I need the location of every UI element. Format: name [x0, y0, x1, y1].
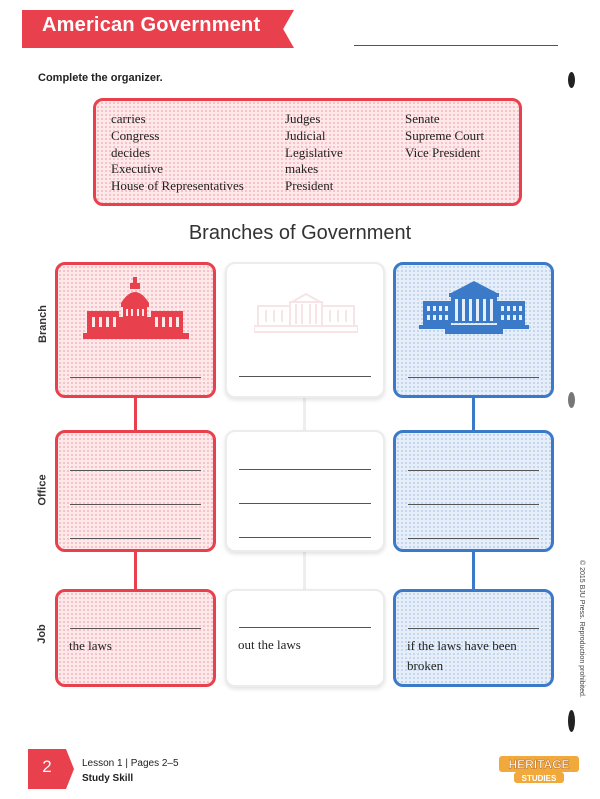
- office-answer-line[interactable]: [70, 504, 201, 505]
- office-answer-line[interactable]: [408, 470, 539, 471]
- connector-left-2: [134, 551, 137, 591]
- word-bank-item: Congress: [111, 127, 160, 143]
- page-number-tab: [66, 749, 74, 789]
- word-bank-item: Senate: [405, 111, 440, 126]
- job-text-legislative: the laws: [69, 638, 112, 653]
- name-write-line[interactable]: [354, 45, 558, 46]
- job-answer-line[interactable]: [70, 628, 201, 629]
- branch-answer-line[interactable]: [408, 377, 539, 378]
- job-answer-line[interactable]: [408, 628, 539, 629]
- heritage-studies-logo: [498, 754, 580, 784]
- word-bank-item: Legislative: [285, 144, 343, 160]
- lesson-reference: Lesson 1 | Pages 2–5: [82, 758, 179, 769]
- job-answer-line[interactable]: [239, 627, 371, 628]
- binder-hole-top: [568, 72, 575, 88]
- branch-card-legislative: [55, 262, 216, 398]
- page-title: American Government: [42, 14, 261, 36]
- connector-right-2: [472, 551, 475, 591]
- office-card-executive: [225, 430, 385, 552]
- job-text-executive: out the laws: [238, 637, 301, 652]
- office-answer-line[interactable]: [239, 503, 371, 504]
- connector-right-1: [472, 397, 475, 432]
- binder-hole-middle: [568, 392, 575, 408]
- branch-answer-line[interactable]: [70, 377, 201, 378]
- word-bank-item: Vice President: [405, 144, 481, 160]
- job-card-executive: [225, 589, 385, 687]
- row-label-job: Job: [35, 624, 48, 644]
- job-card-legislative: [55, 589, 216, 687]
- office-answer-line[interactable]: [239, 537, 371, 538]
- white-house-icon: [254, 288, 358, 334]
- word-bank-item: Supreme Court: [405, 127, 485, 143]
- page-number: 2: [42, 757, 52, 776]
- word-bank-item: carries: [111, 111, 146, 126]
- word-bank-item: Judicial: [285, 127, 326, 143]
- office-answer-line[interactable]: [408, 538, 539, 539]
- office-answer-line[interactable]: [408, 504, 539, 505]
- binder-hole-bottom: [568, 710, 575, 732]
- word-bank-column-3: [405, 111, 484, 161]
- connector-middle-1: [303, 397, 306, 432]
- office-card-legislative: [55, 430, 216, 552]
- office-card-judicial: [393, 430, 554, 552]
- word-bank-item: makes: [285, 161, 319, 177]
- row-label-office: Office: [36, 474, 49, 506]
- supreme-court-icon: [419, 281, 529, 335]
- word-bank: [93, 98, 522, 206]
- job-text-judicial-line2: broken: [407, 658, 444, 673]
- logo-text-line1: HERITAGE: [508, 757, 570, 772]
- connector-left-1: [134, 397, 137, 432]
- word-bank-item: Judges: [285, 111, 321, 126]
- connector-middle-2: [303, 551, 306, 591]
- word-bank-column-2: [285, 111, 343, 195]
- logo-text-line2: STUDIES: [521, 774, 557, 783]
- office-answer-line[interactable]: [70, 538, 201, 539]
- office-answer-line[interactable]: [239, 469, 371, 470]
- branch-answer-line[interactable]: [239, 376, 371, 377]
- row-label-branch: Branch: [36, 305, 49, 343]
- word-bank-item: House of Representatives: [111, 178, 244, 194]
- word-bank-column-1: [111, 111, 244, 195]
- branch-card-judicial: [393, 262, 554, 398]
- copyright-notice: © 2015 BJU Press. Reproduction prohibited.: [578, 560, 585, 698]
- office-answer-line[interactable]: [70, 470, 201, 471]
- capitol-building-icon: [83, 277, 189, 341]
- instruction-text: Complete the organizer.: [38, 72, 163, 84]
- skill-label: Study Skill: [82, 773, 134, 784]
- branch-card-executive: [225, 262, 385, 398]
- word-bank-item: Executive: [111, 161, 163, 177]
- word-bank-item: President: [285, 178, 334, 194]
- job-text-judicial-line1: if the laws have been: [407, 638, 517, 653]
- word-bank-item: decides: [111, 144, 150, 160]
- organizer-title: Branches of Government: [188, 222, 412, 244]
- job-card-judicial: [393, 589, 554, 687]
